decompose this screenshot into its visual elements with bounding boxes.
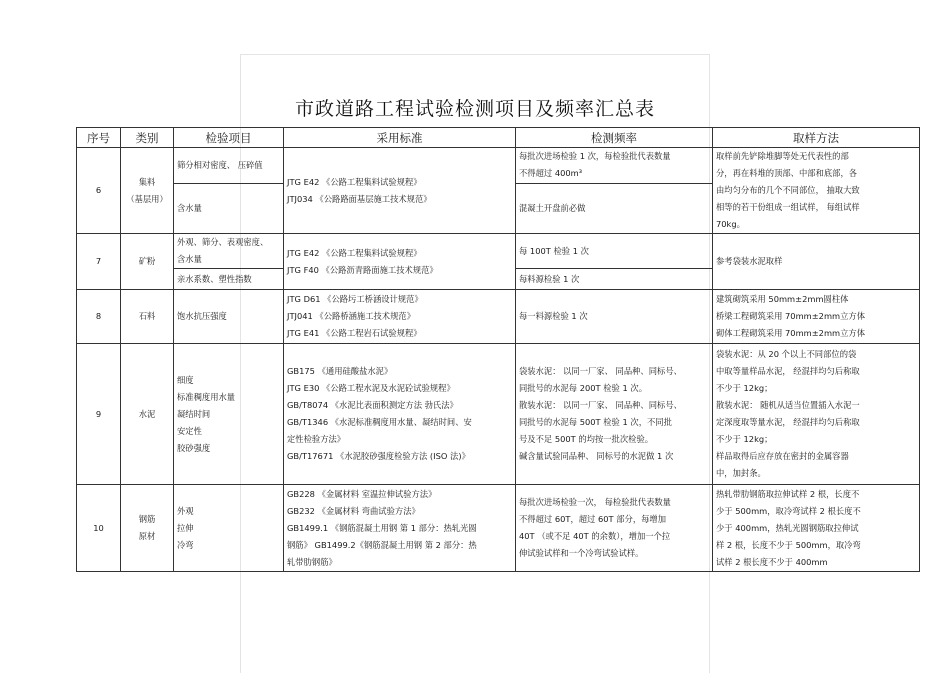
cell-item: 饱水抗压强度 (174, 290, 284, 344)
cell-sampling: 袋装水泥：从 20 个以上不同部位的袋 中取等量样品水泥， 经混拌均匀后称取 不少于 12kg； 散装水泥： 随机从适当位置插入水泥一 定深度取等量水泥， 经混拌均匀后称取 不少于 12kg； 样品取得后应存放在密封的金属容器 中，加封条。 (713, 344, 920, 485)
cell-standards: JTG E42 《公路工程集料试验规程》 JTJ034 《公路路面基层施工技术规范》 (284, 148, 516, 234)
header-seq: 序号 (77, 128, 121, 148)
cell-standards: GB175 《通用硅酸盐水泥》 JTG E30 《公路工程水泥及水泥砼试验规程》 GB/T8074 《水泥比表面积测定方法 勃氏法》 GB/T1346 《水泥标准稠度用水量、凝结时间、安 定性检验方法》 GB/T17671 《水泥胶砂强度检验方法 (ISO 法)》 (284, 344, 516, 485)
table-row (77, 344, 920, 485)
table-row (77, 148, 920, 184)
page-title: 市政道路工程试验检测项目及频率汇总表 (294, 98, 655, 120)
cell-seq: 6 (77, 148, 121, 234)
cell-item: 筛分相对密度、 压碎值 (174, 148, 284, 184)
cell-item: 外观、筛分、表观密度、 含水量 (174, 234, 284, 269)
cell-category: 矿粉 (121, 234, 174, 290)
cell-item: 外观 拉伸 冷弯 (174, 485, 284, 572)
table-row (77, 234, 920, 269)
cell-sampling: 参考袋装水泥取样 (713, 234, 920, 290)
table-row (77, 485, 920, 572)
cell-sampling: 热轧带肋钢筋取拉伸试样 2 根，长度不 少于 500mm，取冷弯试样 2 根长度不 少于 400mm，热轧光圆钢筋取拉伸试 样 2 根，长度不少于 500mm，取冷弯 试样 2 根长度不少于 400mm (713, 485, 920, 572)
cell-frequency: 每批次进场检验 1 次，每检验批代表数量 不得超过 400m³ (516, 148, 713, 184)
cell-seq: 9 (77, 344, 121, 485)
header-items: 检验项目 (174, 128, 284, 148)
cell-item: 亲水系数、塑性指数 (174, 269, 284, 290)
cell-sampling: 取样前先铲除堆脚等处无代表性的部 分，再在料堆的顶部、中部和底部，各 由均匀分布的几个不同部位， 抽取大致 相等的若干份组成一组试样， 每组试样 70kg。 (713, 148, 920, 234)
cell-standards: JTG E42 《公路工程集料试验规程》 JTG F40 《公路沥青路面施工技术规范》 (284, 234, 516, 290)
cell-category: 石料 (121, 290, 174, 344)
header-sampling: 取样方法 (713, 128, 920, 148)
cell-sampling: 建筑砌筑采用 50mm±2mm圆柱体 桥梁工程砌筑采用 70mm±2mm立方体 砌体工程砌筑采用 70mm±2mm立方体 (713, 290, 920, 344)
cell-seq: 10 (77, 485, 121, 572)
cell-frequency: 每批次进场检验一次， 每检验批代表数量 不得超过 60T，超过 60T 部分，每增加 40T （或不足 40T 的余数），增加一个拉 伸试验试样和一个冷弯试验试样。 (516, 485, 713, 572)
cell-frequency: 每一料源检验 1 次 (516, 290, 713, 344)
header-category: 类别 (121, 128, 174, 148)
cell-category: 水泥 (121, 344, 174, 485)
cell-seq: 7 (77, 234, 121, 290)
cell-frequency: 每 100T 检验 1 次 (516, 234, 713, 269)
cell-category: 集料 （基层用） (121, 148, 174, 234)
table-row (77, 290, 920, 344)
cell-item: 细度 标准稠度用水量 凝结时间 安定性 胶砂强度 (174, 344, 284, 485)
cell-category: 钢筋 原材 (121, 485, 174, 572)
cell-frequency: 每料源检验 1 次 (516, 269, 713, 290)
cell-standards: GB228 《金属材料 室温拉伸试验方法》 GB232 《金属材料 弯曲试验方法》 GB1499.1 《钢筋混凝土用钢 第 1 部分：热轧光圆 钢筋》 GB1499.2《钢筋混凝土用钢 第 2 部分：热 轧带肋钢筋》 (284, 485, 516, 572)
cell-item: 含水量 (174, 183, 284, 233)
inspection-table (76, 127, 920, 572)
header-standards: 采用标准 (284, 128, 516, 148)
cell-frequency: 混凝土开盘前必做 (516, 183, 713, 233)
cell-frequency: 袋装水泥： 以同一厂家、 同品种、同标号、 同批号的水泥每 200T 检验 1 次。 散装水泥： 以同一厂家、 同品种、同标号、 同批号的水泥每 500T 检验 1 次，不同批 号及不足 500T 的均按一批次检验。 碱含量试验同品种、 同标号的水泥做 1 次 (516, 344, 713, 485)
header-row (77, 128, 920, 148)
header-frequency: 检测频率 (516, 128, 713, 148)
cell-seq: 8 (77, 290, 121, 344)
cell-standards: JTG D61 《公路圬工桥涵设计规范》 JTJ041 《公路桥涵施工技术规范》 JTG E41 《公路工程岩石试验规程》 (284, 290, 516, 344)
